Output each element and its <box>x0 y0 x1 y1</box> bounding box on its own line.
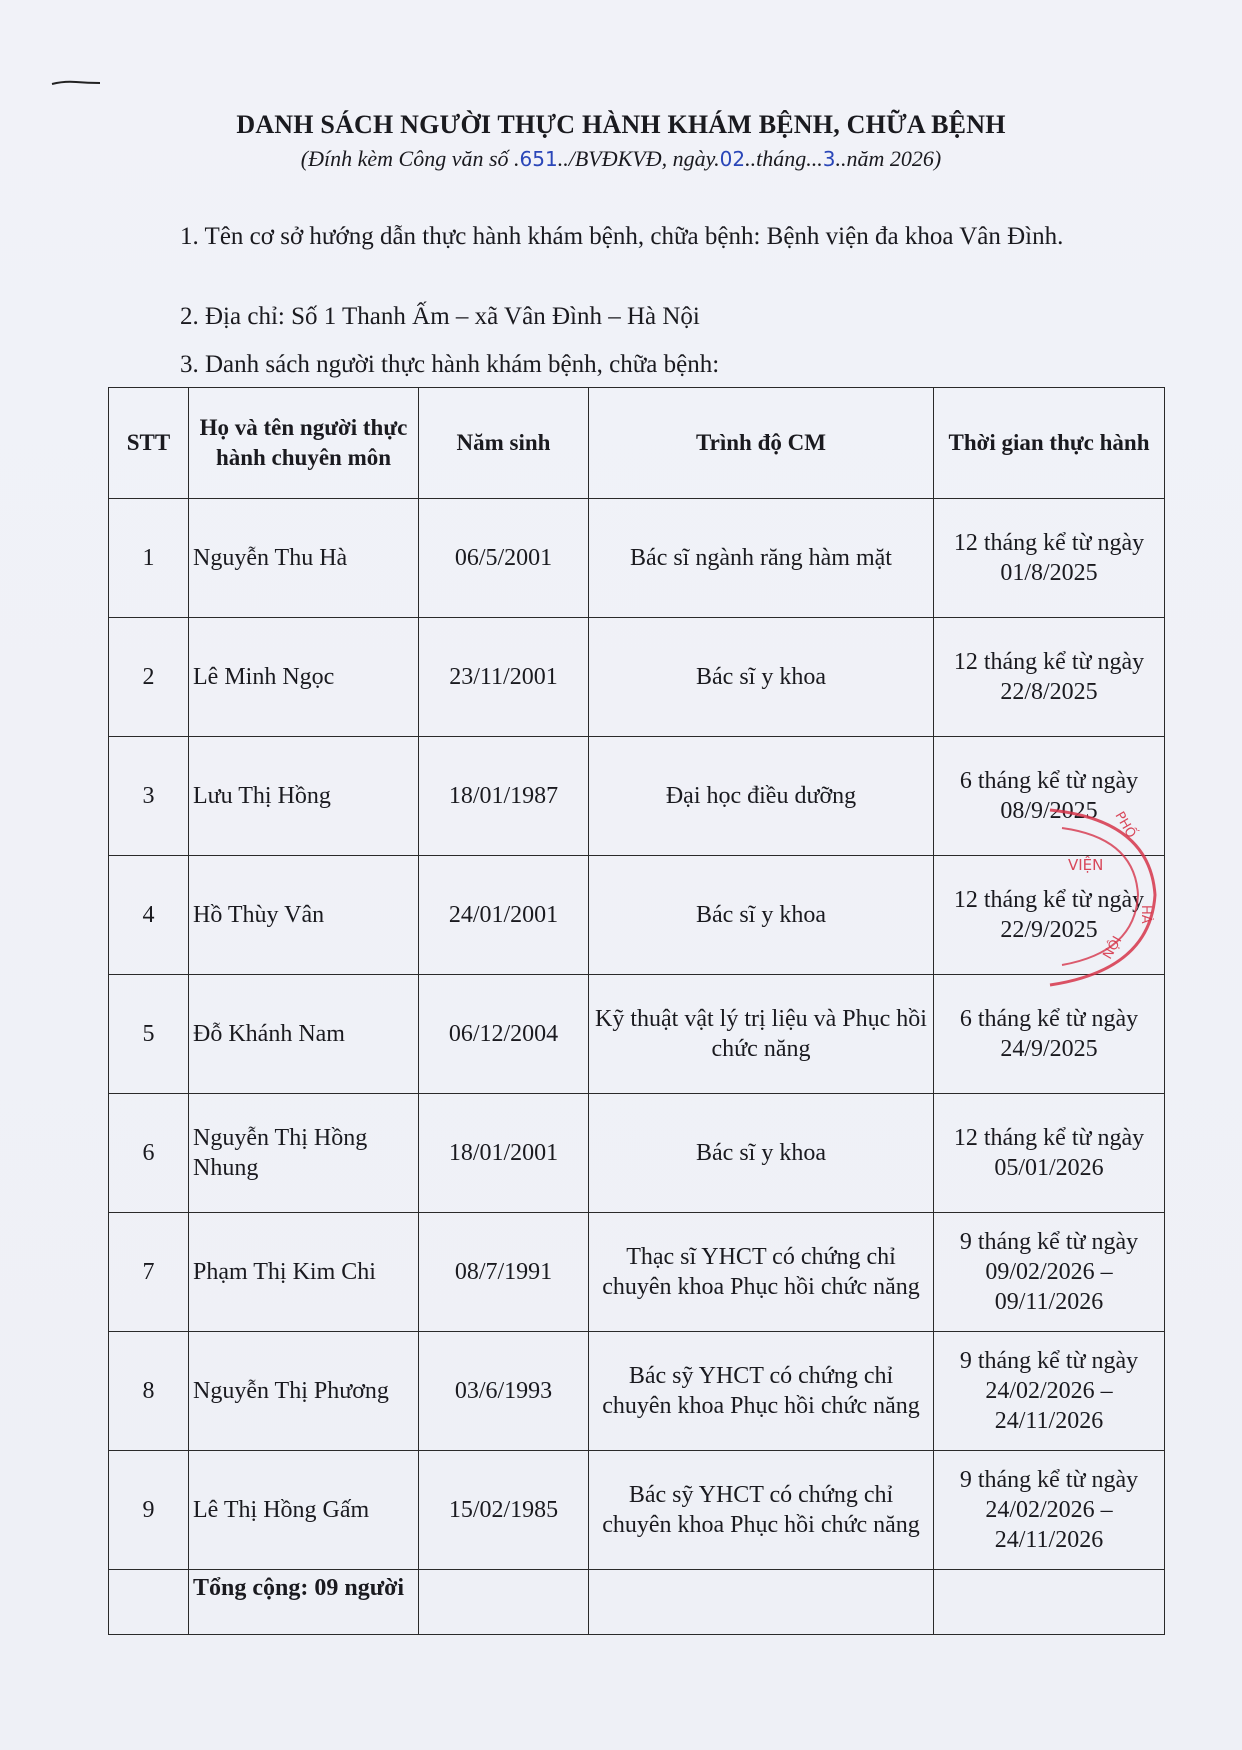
cell-time: 9 tháng kể từ ngày 24/02/2026 – 24/11/2026 <box>934 1451 1165 1570</box>
cell-dob: 15/02/1985 <box>419 1451 589 1570</box>
table-header-row <box>109 388 1165 499</box>
header-stt: STT <box>109 388 189 499</box>
handwritten-month: 3 <box>822 147 836 171</box>
cell-empty <box>589 1570 934 1635</box>
cell-degree: Bác sĩ y khoa <box>589 856 934 975</box>
cell-name: Lưu Thị Hồng <box>189 737 419 856</box>
cell-dob: 06/12/2004 <box>419 975 589 1094</box>
cell-degree: Bác sỹ YHCT có chứng chỉ chuyên khoa Phục hồi chức năng <box>589 1332 934 1451</box>
subtitle-mid-2: ..tháng... <box>745 146 823 171</box>
cell-stt: 6 <box>109 1094 189 1213</box>
table-row <box>109 975 1165 1094</box>
cell-name: Phạm Thị Kim Chi <box>189 1213 419 1332</box>
practitioner-table <box>108 387 1165 1635</box>
cell-stt: 7 <box>109 1213 189 1332</box>
stamp-text-4: NỘI <box>1100 933 1126 962</box>
table-row <box>109 1094 1165 1213</box>
header-dob: Năm sinh <box>419 388 589 499</box>
cell-degree: Bác sĩ y khoa <box>589 1094 934 1213</box>
list-heading: 3. Danh sách người thực hành khám bệnh, chữa bệnh: <box>180 351 720 378</box>
header-degree: Trình độ CM <box>589 388 934 499</box>
cell-stt: 8 <box>109 1332 189 1451</box>
table-row <box>109 856 1165 975</box>
cell-name: Lê Minh Ngọc <box>189 618 419 737</box>
cell-empty <box>419 1570 589 1635</box>
cell-degree: Kỹ thuật vật lý trị liệu và Phục hồi chức năng <box>589 975 934 1094</box>
cell-stt: 9 <box>109 1451 189 1570</box>
cell-name: Hồ Thùy Vân <box>189 856 419 975</box>
document-subtitle <box>0 146 1242 172</box>
header-name: Họ và tên người thực hành chuyên môn <box>189 388 419 499</box>
stamp-text-3: HÀ <box>1138 905 1153 924</box>
cell-time: 6 tháng kể từ ngày 08/9/2025 <box>934 737 1165 856</box>
scan-mark <box>50 80 102 86</box>
cell-time: 9 tháng kể từ ngày 09/02/2026 – 09/11/2026 <box>934 1213 1165 1332</box>
cell-degree: Đại học điều dưỡng <box>589 737 934 856</box>
table-row <box>109 1332 1165 1451</box>
cell-stt: 3 <box>109 737 189 856</box>
cell-stt: 2 <box>109 618 189 737</box>
cell-dob: 03/6/1993 <box>419 1332 589 1451</box>
table-row <box>109 737 1165 856</box>
cell-stt: 5 <box>109 975 189 1094</box>
cell-stt: 1 <box>109 499 189 618</box>
cell-name: Lê Thị Hồng Gấm <box>189 1451 419 1570</box>
stamp-text-1: VIỆN <box>1068 856 1104 874</box>
cell-empty <box>109 1570 189 1635</box>
cell-stt: 4 <box>109 856 189 975</box>
cell-empty <box>934 1570 1165 1635</box>
stamp-text-2: PHỐ <box>1111 809 1139 841</box>
cell-name: Đỗ Khánh Nam <box>189 975 419 1094</box>
cell-degree: Bác sĩ ngành răng hàm mặt <box>589 499 934 618</box>
cell-degree: Bác sĩ y khoa <box>589 618 934 737</box>
cell-degree: Thạc sĩ YHCT có chứng chỉ chuyên khoa Phục hồi chức năng <box>589 1213 934 1332</box>
table-row <box>109 1451 1165 1570</box>
table-row <box>109 1213 1165 1332</box>
cell-name: Nguyễn Thị Hồng Nhung <box>189 1094 419 1213</box>
document-title: DANH SÁCH NGƯỜI THỰC HÀNH KHÁM BỆNH, CHỮA BỆNH <box>236 110 1006 139</box>
cell-time: 12 tháng kể từ ngày 22/9/2025 <box>934 856 1165 975</box>
subtitle-prefix: (Đính kèm Công văn số . <box>300 146 520 171</box>
cell-dob: 18/01/1987 <box>419 737 589 856</box>
handwritten-day: 02 <box>719 147 746 171</box>
cell-time: 12 tháng kể từ ngày 05/01/2026 <box>934 1094 1165 1213</box>
total-label: Tổng cộng: 09 người <box>189 1570 419 1635</box>
cell-dob: 06/5/2001 <box>419 499 589 618</box>
cell-time: 12 tháng kể từ ngày 01/8/2025 <box>934 499 1165 618</box>
address-line: 2. Địa chỉ: Số 1 Thanh Ấm – xã Vân Đình – Hà Nội <box>180 303 700 330</box>
header-time: Thời gian thực hành <box>934 388 1165 499</box>
cell-name: Nguyễn Thu Hà <box>189 499 419 618</box>
cell-degree: Bác sỹ YHCT có chứng chỉ chuyên khoa Phục hồi chức năng <box>589 1451 934 1570</box>
cell-dob: 24/01/2001 <box>419 856 589 975</box>
cell-dob: 18/01/2001 <box>419 1094 589 1213</box>
table-total-row <box>109 1570 1165 1635</box>
cell-time: 6 tháng kể từ ngày 24/9/2025 <box>934 975 1165 1094</box>
cell-time: 12 tháng kể từ ngày 22/8/2025 <box>934 618 1165 737</box>
subtitle-suffix: ..năm 2026) <box>835 146 942 171</box>
facility-line: 1. Tên cơ sở hướng dẫn thực hành khám bệnh, chữa bệnh: Bệnh viện đa khoa Vân Đình. <box>180 223 1064 250</box>
table-row <box>109 499 1165 618</box>
table-row <box>109 618 1165 737</box>
handwritten-doc-number: 651 <box>519 147 558 171</box>
cell-name: Nguyễn Thị Phương <box>189 1332 419 1451</box>
cell-time: 9 tháng kể từ ngày 24/02/2026 – 24/11/2026 <box>934 1332 1165 1451</box>
subtitle-mid-1: ../BVĐKVĐ, ngày. <box>557 146 720 171</box>
cell-dob: 23/11/2001 <box>419 618 589 737</box>
cell-dob: 08/7/1991 <box>419 1213 589 1332</box>
